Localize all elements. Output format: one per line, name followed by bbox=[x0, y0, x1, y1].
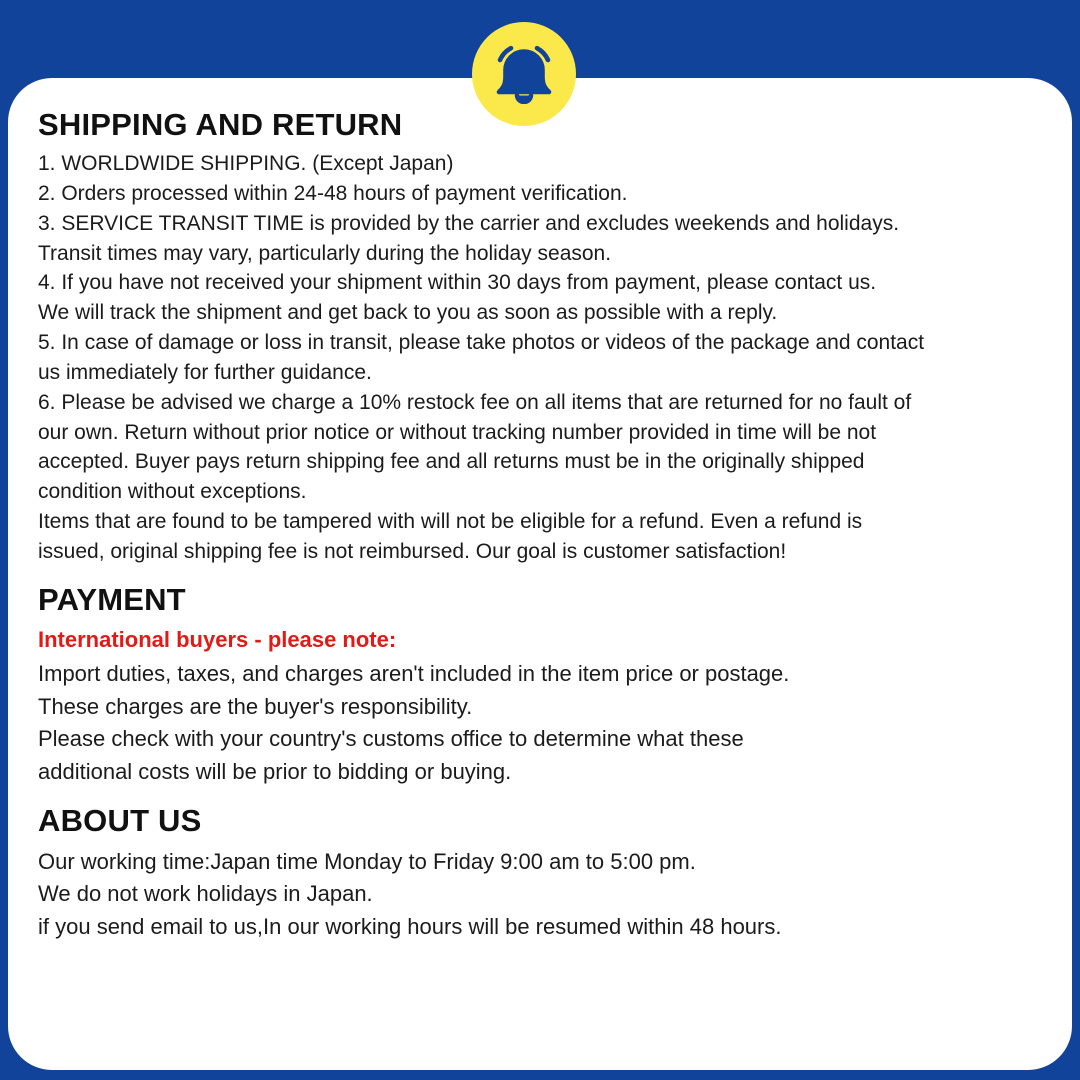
policy-line: accepted. Buyer pays return shipping fee and all returns must be in the originally shipped bbox=[38, 450, 865, 474]
bell-badge bbox=[472, 22, 576, 126]
policy-line: 1. WORLDWIDE SHIPPING. (Except Japan) bbox=[38, 152, 454, 176]
bell-icon bbox=[493, 44, 555, 104]
page-title: SHIPPING AND RETURN bbox=[38, 107, 403, 142]
policy-line: 6. Please be advised we charge a 10% restock fee on all items that are returned for no fault of bbox=[38, 390, 912, 414]
policy-line: Items that are found to be tampered with will not be eligible for a refund. Even a refund is bbox=[38, 509, 863, 533]
policy-line: condition without exceptions. bbox=[38, 480, 307, 504]
policy-line: additional costs will be prior to bidding or buying. bbox=[38, 758, 512, 784]
section-heading-about-us: ABOUT US bbox=[38, 803, 202, 839]
policy-line: 5. In case of damage or loss in transit, please take photos or videos of the package and contact bbox=[38, 331, 925, 355]
section-payment bbox=[38, 581, 1042, 789]
policy-card bbox=[8, 78, 1072, 1070]
policy-line: We will track the shipment and get back to you as soon as possible with a reply. bbox=[38, 301, 778, 325]
policy-line: Transit times may vary, particularly during the holiday season. bbox=[38, 241, 612, 265]
policy-line: 4. If you have not received your shipment within 30 days from payment, please contact us. bbox=[38, 271, 877, 295]
policy-line: 3. SERVICE TRANSIT TIME is provided by the carrier and excludes weekends and holidays. bbox=[38, 211, 900, 235]
policy-line: Please check with your country's customs office to determine what these bbox=[38, 726, 744, 752]
section-shipping-and-return bbox=[38, 106, 1042, 567]
policy-line: We do not work holidays in Japan. bbox=[38, 881, 373, 907]
policy-line: if you send email to us,In our working hours will be resumed within 48 hours. bbox=[38, 913, 782, 939]
section-about-us bbox=[38, 802, 1042, 943]
policy-line: our own. Return without prior notice or without tracking number provided in time will be not bbox=[38, 420, 877, 444]
policy-line: Our working time:Japan time Monday to Friday 9:00 am to 5:00 pm. bbox=[38, 848, 696, 874]
international-buyers-note: International buyers - please note: bbox=[38, 626, 397, 652]
policy-line: Import duties, taxes, and charges aren't included in the item price or postage. bbox=[38, 661, 790, 687]
policy-line: 2. Orders processed within 24-48 hours of payment verification. bbox=[38, 182, 628, 205]
policy-line: These charges are the buyer's responsibility. bbox=[38, 693, 473, 719]
policy-line: us immediately for further guidance. bbox=[38, 360, 372, 384]
section-heading-payment: PAYMENT bbox=[38, 581, 186, 617]
policy-line: issued, original shipping fee is not reimbursed. Our goal is customer satisfaction! bbox=[38, 539, 787, 563]
